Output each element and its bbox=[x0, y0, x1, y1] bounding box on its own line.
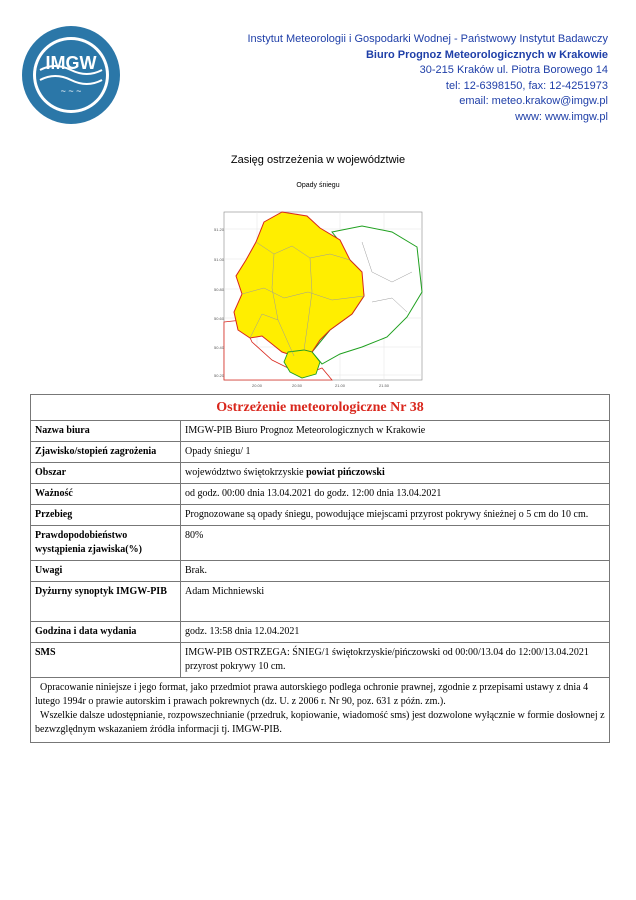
row-label: SMS bbox=[31, 643, 181, 678]
warning-table bbox=[31, 421, 609, 678]
lon-label: 21.50 bbox=[379, 383, 390, 388]
lat-label: 50.20 bbox=[214, 373, 225, 378]
row-value: Brak. bbox=[181, 561, 610, 582]
table-row bbox=[31, 505, 609, 526]
table-row bbox=[31, 643, 609, 678]
table-row bbox=[31, 582, 609, 622]
warning-title: Ostrzeżenie meteorologiczne Nr 38 bbox=[31, 395, 609, 421]
table-row bbox=[31, 622, 609, 643]
map-subtitle: Opady śniegu bbox=[296, 182, 340, 189]
table-row bbox=[31, 463, 609, 484]
row-label: Zjawisko/stopień zagrożenia bbox=[31, 442, 181, 463]
table-row bbox=[31, 526, 609, 561]
copyright-text: Opracowanie niniejsze i jego format, jako przedmiot prawa autorskiego podlega ochronie prawnej, zgodnie z przepisami ustawy z dnia 4 lutego 1994r o prawie autorskim i prawach pokrewnych (dz. U. z 2006 r. Nr 90, poz. 631 z późn. zm.). bbox=[35, 682, 589, 707]
lon-label: 20.50 bbox=[292, 383, 303, 388]
row-value: Adam Michniewski bbox=[181, 582, 610, 622]
warning-box bbox=[30, 394, 610, 743]
institute-header bbox=[247, 32, 608, 126]
copyright-footer bbox=[31, 678, 609, 742]
area-voivodeship: województwo świętokrzyskie bbox=[185, 467, 307, 478]
svg-text:~ ~ ~: ~ ~ ~ bbox=[60, 86, 82, 96]
row-label: Przebieg bbox=[31, 505, 181, 526]
row-value: Prognozowane są opady śniegu, powodujące miejscami przyrost pokrywy śnieżnej o 5 cm do 10 cm. bbox=[181, 505, 610, 526]
lat-label: 50.40 bbox=[214, 345, 225, 350]
lon-label: 20.00 bbox=[252, 383, 263, 388]
table-row bbox=[31, 442, 609, 463]
warning-map bbox=[212, 202, 432, 392]
imgw-logo bbox=[20, 24, 122, 126]
row-label: Prawdopodobieństwo wystąpienia zjawiska(%) bbox=[31, 526, 181, 561]
row-label: Ważność bbox=[31, 484, 181, 505]
lat-label: 51.00 bbox=[214, 257, 225, 262]
table-row bbox=[31, 561, 609, 582]
row-value: godz. 13:58 dnia 12.04.2021 bbox=[181, 622, 610, 643]
lat-label: 50.80 bbox=[214, 287, 225, 292]
row-value: IMGW-PIB Biuro Prognoz Meteorologicznych w Krakowie bbox=[181, 421, 610, 442]
row-label: Godzina i data wydania bbox=[31, 622, 181, 643]
map-title: Zasięg ostrzeżenia w województwie bbox=[230, 154, 406, 166]
area-county: powiat pińczowski bbox=[306, 467, 385, 478]
row-label: Uwagi bbox=[31, 561, 181, 582]
row-value: IMGW-PIB OSTRZEGA: ŚNIEG/1 świętokrzyskie/pińczowski od 00:00/13.04 do 12:00/13.04.2021 przyrost pokrywy 10 cm. bbox=[181, 643, 610, 678]
logo-text: IMGW bbox=[45, 53, 97, 73]
row-label: Obszar bbox=[31, 463, 181, 484]
lon-label: 21.00 bbox=[335, 383, 346, 388]
institute-name: Instytut Meteorologii i Gospodarki Wodnej - Państwowy Instytut Badawczy bbox=[247, 33, 608, 45]
office-address: 30-215 Kraków ul. Piotra Borowego 14 bbox=[419, 64, 608, 77]
office-www[interactable]: www: www.imgw.pl bbox=[515, 110, 608, 123]
row-value: Opady śniegu/ 1 bbox=[181, 442, 610, 463]
row-value: 80% bbox=[181, 526, 610, 561]
row-value: od godz. 00:00 dnia 13.04.2021 do godz. 12:00 dnia 13.04.2021 bbox=[181, 484, 610, 505]
lat-label: 51.20 bbox=[214, 227, 225, 232]
row-label: Dyżurny synoptyk IMGW-PIB bbox=[31, 582, 181, 622]
office-email[interactable]: email: meteo.krakow@imgw.pl bbox=[459, 95, 608, 108]
office-phone: tel: 12-6398150, fax: 12-4251973 bbox=[445, 79, 608, 92]
office-name: Biuro Prognoz Meteorologicznych w Krakowie bbox=[365, 48, 608, 61]
lat-label: 50.60 bbox=[214, 316, 225, 321]
table-row bbox=[31, 484, 609, 505]
row-label: Nazwa biura bbox=[31, 421, 181, 442]
row-value bbox=[181, 463, 610, 484]
table-row bbox=[31, 421, 609, 442]
distribution-text: Wszelkie dalsze udostępnianie, rozpowszechnianie (przedruk, kopiowanie, wiadomość sms) jest dozwolone wyłącznie w formie dosłownej z bezwzględnym wskazaniem źródła informacji tj. IMGW-PIB. bbox=[35, 710, 605, 735]
